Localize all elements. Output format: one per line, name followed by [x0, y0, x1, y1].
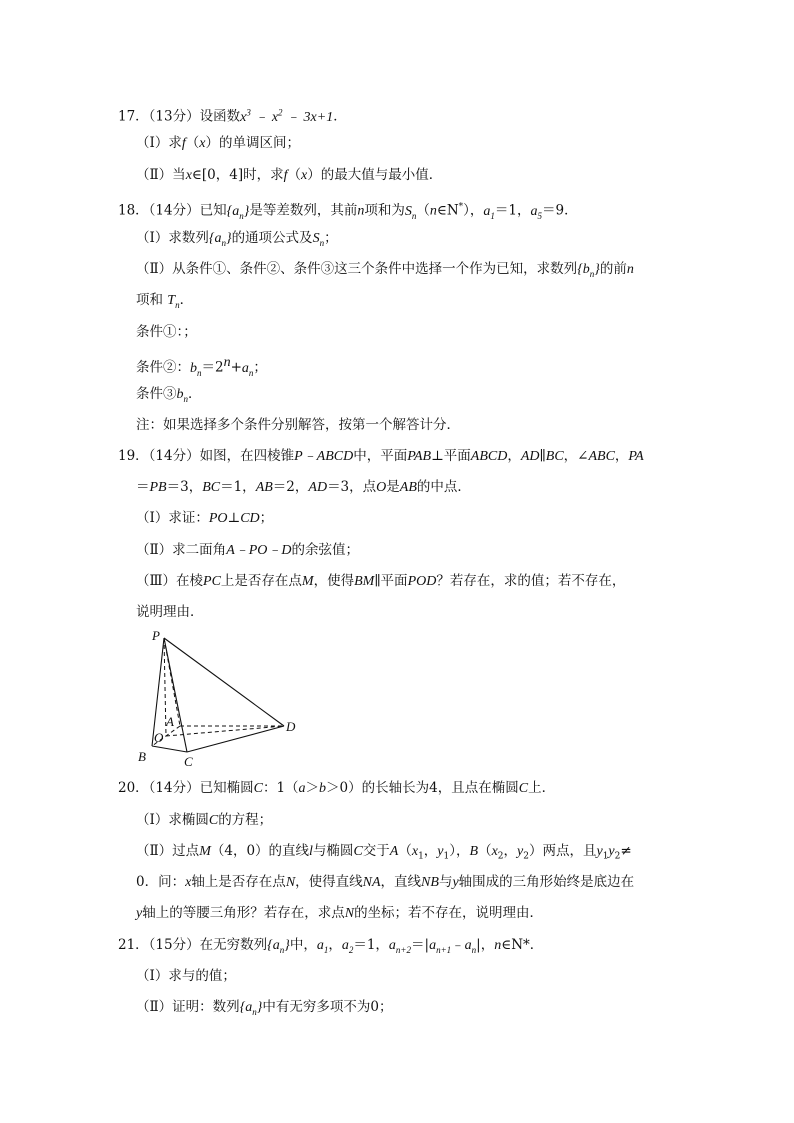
edge-BC — [152, 746, 187, 752]
q18-part1: （Ⅰ）求数列$\{a_n\}$的通项公式及$S_n$； — [136, 230, 338, 248]
q19-part3-cont: 说明理由． — [136, 604, 204, 620]
label-B: B — [138, 749, 146, 764]
label-P: P — [152, 628, 160, 643]
q18-part2-cont: 项和 $T_n$． — [136, 292, 194, 310]
edge-CD — [187, 726, 284, 752]
math-expr: $x^3$ ﹣ $x^2$ ﹣ 3x+1 — [240, 107, 334, 125]
q17-part1: （Ⅰ）求f（x）的单调区间； — [136, 135, 300, 151]
label-C: C — [184, 754, 193, 769]
q19-part3: （Ⅲ）在棱PC上是否存在点M，使得BM∥平面POD？若存在，求的值；若不存在， — [136, 573, 626, 589]
q20-part2-cont: 0．问：x轴上是否存在点N，使得直线NA，直线NB与y轴围成的三角形始终是底边在 — [136, 874, 635, 890]
q21-stem: 21．（15分）在无穷数列$\{a_n\}$中，$a_1$，$a_2=1$，$a_{n+2}=|a_{n+1}﹣a_n|$，n∈N*． — [118, 937, 544, 955]
q20-part1: （Ⅰ）求椭圆C的方程； — [136, 812, 273, 828]
q18-condition1: 条件①：； — [136, 324, 197, 340]
q18-condition2: 条件②：$b_n=2^n+a_n$； — [136, 355, 267, 378]
q21-part2: （Ⅱ）证明：数列$\{a_n\}$中有无穷多项不为0； — [136, 999, 393, 1017]
edge-PD — [164, 638, 284, 726]
q20-part2: （Ⅱ）过点M（4，0）的直线l与椭圆C交于$A(x_1$，$y_1$），$B(x_2$，$y_2$）两点，且$y_1y_2\ne$ — [136, 843, 632, 862]
q18-part2: （Ⅱ）从条件①、条件②、条件③这三个条件中选择一个作为已知，求数列$\{b_n\}$的前n — [136, 261, 634, 279]
q18-note: 注：如果选择多个条件分别解答，按第一个解答计分． — [136, 417, 460, 433]
label-A: A — [166, 714, 174, 729]
pyramid-figure — [130, 628, 310, 770]
q19-stem-cont: ＝PB＝3，BC＝1，AB＝2，AD＝3，点O是AB的中点． — [136, 479, 471, 495]
q18-condition3: 条件$③b_n$． — [136, 386, 202, 404]
q19-stem: 19．（14分）如图，在四棱锥P﹣ABCD中，平面PAB⊥平面ABCD，AD∥BC，∠ABC，PA — [118, 448, 644, 464]
q17-part2: （Ⅱ）当x∈[0，4]时，求f（x）的最大值与最小值． — [136, 167, 443, 183]
q19-part2: （Ⅱ）求二面角A﹣PO﹣D的余弦值； — [136, 542, 360, 558]
label-O: O — [154, 730, 164, 745]
q21-part1: （Ⅰ）求与的值； — [136, 968, 236, 984]
q17-stem: 17．（13分）设函数$x^3$ ﹣ $x^2$ ﹣ 3x+1． — [118, 107, 347, 125]
q20-stem: 20．（14分）已知椭圆C：1（a＞b＞0）的长轴长为4，且点在椭圆C上． — [118, 780, 556, 796]
q20-part2-cont2: y轴上的等腰三角形？若存在，求点N的坐标；若不存在，说明理由． — [136, 905, 544, 921]
label-D: D — [286, 719, 296, 734]
q19-part1: （Ⅰ）求证：PO⊥CD； — [136, 510, 274, 526]
q18-stem: 18．（14分）已知$\{a_n\}$是等差数列，其前n项和为$S_n(n\in N^*)$，$a_1=1$，$a_5=9$． — [118, 202, 578, 221]
